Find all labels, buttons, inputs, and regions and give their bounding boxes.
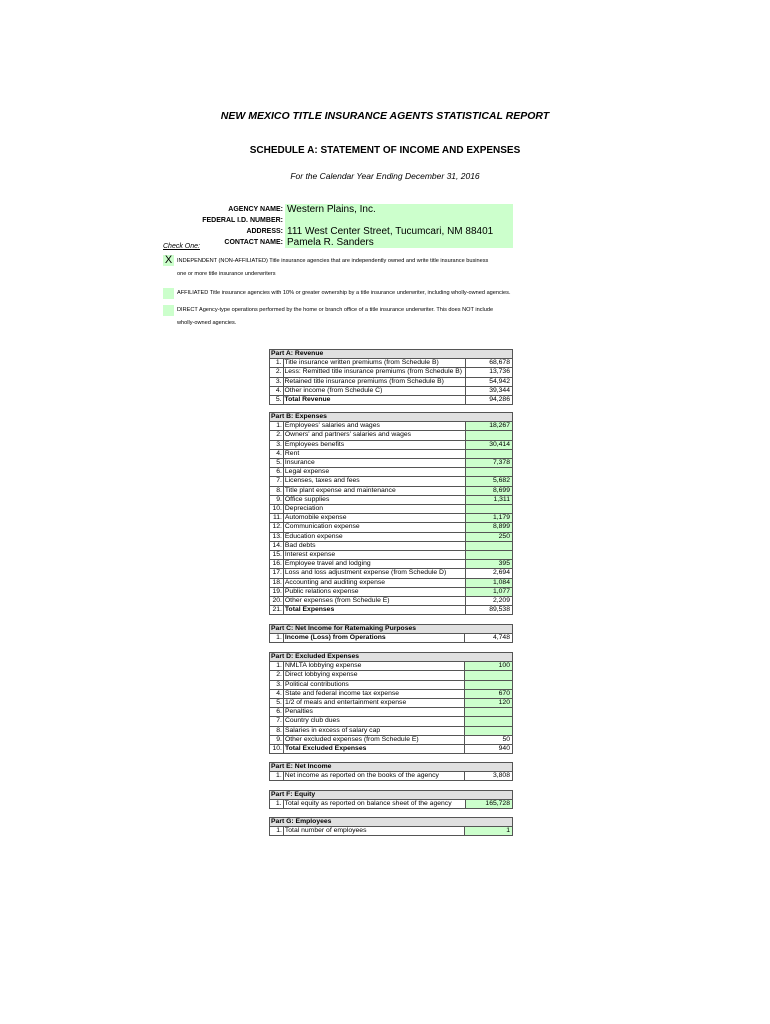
row-number: 18. (270, 578, 284, 587)
table-row (270, 431, 513, 440)
row-value[interactable] (465, 551, 512, 560)
row-description: Employees' salaries and wages (283, 422, 465, 431)
row-description: Total equity as reported on balance sheet of the agency (283, 800, 465, 809)
direct-option-text (177, 304, 522, 329)
table-row (270, 827, 513, 836)
row-number: 3. (270, 440, 284, 449)
row-value: 54,942 (466, 377, 513, 386)
row-value: 3,808 (465, 772, 513, 781)
independent-line1: INDEPENDENT (NON-AFFILIATED) Title insurance agencies that are independently owned and write title insurance business (177, 258, 489, 264)
row-description: Income (Loss) from Operations (283, 634, 464, 643)
row-number: 1. (270, 422, 284, 431)
row-value[interactable]: 165,728 (465, 800, 512, 809)
table-row (270, 726, 513, 735)
table-row (270, 377, 513, 386)
row-description: Country club dues (283, 717, 464, 726)
part-header-row (270, 350, 513, 359)
row-description: Total Revenue (283, 396, 466, 405)
table-row (270, 578, 513, 587)
row-description: Political contributions (283, 680, 464, 689)
row-number: 13. (270, 532, 284, 541)
row-number: 2. (270, 431, 284, 440)
row-number: 16. (270, 560, 284, 569)
row-number: 8. (270, 726, 284, 735)
row-number: 10. (270, 745, 284, 754)
table-row (270, 606, 513, 615)
address-field[interactable]: 111 West Center Street, Tucumcari, NM 88401 (285, 226, 513, 237)
affiliated-checkbox[interactable] (163, 288, 174, 299)
row-number: 3. (270, 680, 284, 689)
row-value[interactable]: 100 (465, 662, 513, 671)
table-row (270, 514, 513, 523)
row-value[interactable] (465, 449, 512, 458)
part-header-row (270, 818, 513, 827)
row-description: Automobile expense (283, 514, 465, 523)
row-number: 4. (270, 449, 284, 458)
row-value: 13,736 (466, 368, 513, 377)
part-title: Part C: Net Income for Ratemaking Purposes (270, 625, 513, 634)
table-row (270, 800, 513, 809)
part-table (269, 349, 513, 405)
row-description: Public relations expense (283, 587, 465, 596)
row-description: Insurance (283, 459, 465, 468)
row-description: Rent (283, 449, 465, 458)
row-description: Bad debts (283, 541, 465, 550)
row-description: Title plant expense and maintenance (283, 486, 465, 495)
contact-field[interactable]: Pamela R. Sanders (285, 237, 513, 248)
row-description: Office supplies (283, 495, 465, 504)
row-number: 6. (270, 708, 284, 717)
direct-line1: DIRECT Agency-type operations performed by the home or branch office of a title insurance underwriter. This does NOT include (177, 307, 494, 313)
row-description: Less: Remitted title insurance premiums (from Schedule B) (283, 368, 466, 377)
address-label: ADDRESS: (246, 228, 283, 235)
table-row (270, 368, 513, 377)
row-value[interactable]: 1 (464, 827, 512, 836)
part-header-row (270, 763, 513, 772)
table-row (270, 440, 513, 449)
table-row (270, 486, 513, 495)
row-description: Other excluded expenses (from Schedule E) (283, 735, 464, 744)
schedule-subtitle: SCHEDULE A: STATEMENT OF INCOME AND EXPENSES (249, 145, 521, 156)
row-description: Penalties (283, 708, 464, 717)
row-value: 4,748 (464, 634, 512, 643)
row-description: Communication expense (283, 523, 465, 532)
row-value[interactable]: 1,084 (465, 578, 512, 587)
row-description: Total Expenses (283, 606, 465, 615)
table-row (270, 359, 513, 368)
row-value[interactable]: 1,179 (465, 514, 512, 523)
row-number: 3. (270, 377, 284, 386)
row-value: 2,694 (465, 569, 512, 578)
row-number: 7. (270, 477, 284, 486)
row-description: Licenses, taxes and fees (283, 477, 465, 486)
row-value[interactable]: 670 (465, 689, 513, 698)
row-description: Retained title insurance premiums (from Schedule B) (283, 377, 466, 386)
table-row (270, 449, 513, 458)
row-value[interactable]: 30,414 (465, 440, 512, 449)
fein-field[interactable] (285, 215, 513, 226)
independent-option-text (177, 255, 522, 280)
table-row (270, 708, 513, 717)
row-value[interactable]: 18,267 (465, 422, 512, 431)
direct-checkbox[interactable] (163, 305, 174, 316)
fein-label: FEDERAL I.D. NUMBER: (202, 217, 283, 224)
row-description: Accounting and auditing expense (283, 578, 465, 587)
period-text: For the Calendar Year Ending December 31, 2016 (290, 171, 480, 181)
table-row (270, 671, 513, 680)
table-row (270, 505, 513, 514)
row-value: 2,209 (465, 597, 512, 606)
table-row (270, 569, 513, 578)
row-value[interactable] (465, 541, 512, 550)
row-value: 940 (465, 745, 513, 754)
table-row (270, 532, 513, 541)
row-value[interactable]: 395 (465, 560, 512, 569)
row-value[interactable]: 7,378 (465, 459, 512, 468)
row-value: 89,538 (465, 606, 512, 615)
row-value: 94,286 (466, 396, 513, 405)
table-row (270, 745, 513, 754)
table-row (270, 717, 513, 726)
row-value[interactable] (465, 671, 513, 680)
row-description: Total number of employees (283, 827, 464, 836)
independent-line2: one or more title insurance underwriters (177, 270, 276, 277)
row-value[interactable]: 1,077 (465, 587, 512, 596)
table-row (270, 597, 513, 606)
row-description: Other expenses (from Schedule E) (283, 597, 465, 606)
table-row (270, 634, 513, 643)
report-title: NEW MEXICO TITLE INSURANCE AGENTS STATISTICAL REPORT (220, 110, 550, 122)
part-table (269, 412, 513, 615)
table-row (270, 662, 513, 671)
table-row (270, 560, 513, 569)
row-description: Total Excluded Expenses (283, 745, 464, 754)
row-number: 1. (270, 662, 284, 671)
direct-line2: wholly-owned agencies. (177, 319, 237, 326)
row-value[interactable] (465, 680, 513, 689)
row-number: 9. (270, 735, 284, 744)
row-description: Employee travel and lodging (283, 560, 465, 569)
row-number: 1. (270, 827, 284, 836)
table-row (270, 468, 513, 477)
row-number: 6. (270, 468, 284, 477)
agency-name-label: AGENCY NAME: (228, 206, 283, 213)
part-title: Part D: Excluded Expenses (270, 653, 513, 662)
table-row (270, 680, 513, 689)
row-number: 2. (270, 671, 284, 680)
row-number: 19. (270, 587, 284, 596)
part-header-row (270, 625, 513, 634)
row-description: Legal expense (283, 468, 465, 477)
table-row (270, 772, 513, 781)
row-value[interactable] (465, 726, 513, 735)
row-value[interactable] (465, 708, 513, 717)
part-table (269, 652, 513, 754)
part-title: Part A: Revenue (270, 350, 513, 359)
row-number: 7. (270, 717, 284, 726)
row-description: Employees benefits (283, 440, 465, 449)
table-row (270, 495, 513, 504)
row-description: Title insurance written premiums (from Schedule B) (283, 359, 466, 368)
row-number: 20. (270, 597, 284, 606)
table-row (270, 541, 513, 550)
row-value: 68,678 (466, 359, 513, 368)
row-number: 1. (270, 772, 284, 781)
row-value[interactable] (465, 717, 513, 726)
table-row (270, 396, 513, 405)
row-value[interactable]: 1,311 (465, 495, 512, 504)
row-value[interactable] (465, 468, 512, 477)
independent-checkbox[interactable]: X (164, 254, 173, 266)
part-header-row (270, 413, 513, 422)
row-number: 11. (270, 514, 284, 523)
row-number: 2. (270, 368, 284, 377)
part-table (269, 762, 513, 781)
row-description: Net income as reported on the books of the agency (283, 772, 465, 781)
part-header-row (270, 653, 513, 662)
part-table (269, 790, 513, 809)
row-number: 17. (270, 569, 284, 578)
row-description: Loss and loss adjustment expense (from Schedule D) (283, 569, 465, 578)
part-title: Part B: Expenses (270, 413, 513, 422)
row-number: 5. (270, 459, 284, 468)
table-row (270, 477, 513, 486)
row-description: State and federal income tax expense (283, 689, 464, 698)
table-row (270, 587, 513, 596)
row-value[interactable]: 120 (465, 699, 513, 708)
table-row (270, 735, 513, 744)
row-description: Direct lobbying expense (283, 671, 464, 680)
row-number: 4. (270, 386, 284, 395)
part-title: Part G: Employees (270, 818, 513, 827)
row-number: 8. (270, 486, 284, 495)
row-value[interactable]: 5,682 (465, 477, 512, 486)
table-row (270, 551, 513, 560)
table-row (270, 523, 513, 532)
row-description: Depreciation (283, 505, 465, 514)
table-row (270, 689, 513, 698)
part-header-row (270, 791, 513, 800)
check-one-label: Check One: (163, 243, 200, 250)
table-row (270, 422, 513, 431)
row-value[interactable] (465, 431, 512, 440)
row-number: 5. (270, 396, 284, 405)
row-number: 9. (270, 495, 284, 504)
row-number: 5. (270, 699, 284, 708)
row-description: Owners' and partners' salaries and wages (283, 431, 465, 440)
agency-name-field[interactable]: Western Plains, Inc. (285, 204, 513, 215)
row-value[interactable]: 250 (465, 532, 512, 541)
row-value: 50 (465, 735, 513, 744)
part-title: Part E: Net Income (270, 763, 513, 772)
row-value[interactable]: 8,699 (465, 486, 512, 495)
row-number: 15. (270, 551, 284, 560)
row-description: 1/2 of meals and entertainment expense (283, 699, 464, 708)
row-number: 1. (270, 800, 284, 809)
affiliated-option-text (177, 287, 522, 300)
part-title: Part F: Equity (270, 791, 513, 800)
row-number: 1. (270, 634, 284, 643)
row-description: Other income (from Schedule C) (283, 386, 466, 395)
table-row (270, 699, 513, 708)
row-number: 4. (270, 689, 284, 698)
row-description: Salaries in excess of salary cap (283, 726, 464, 735)
row-value[interactable] (465, 505, 512, 514)
contact-label: CONTACT NAME: (224, 239, 283, 246)
row-description: NMLTA lobbying expense (283, 662, 464, 671)
row-description: Interest expense (283, 551, 465, 560)
part-table (269, 817, 513, 836)
row-number: 1. (270, 359, 284, 368)
table-row (270, 386, 513, 395)
row-value[interactable]: 8,899 (465, 523, 512, 532)
row-number: 21. (270, 606, 284, 615)
part-table (269, 624, 513, 643)
affiliated-line1: AFFILIATED Title insurance agencies with 10% or greater ownership by a title insurance underwriter, including wholly-owned agencies. (177, 290, 511, 296)
row-value: 39,344 (466, 386, 513, 395)
row-number: 12. (270, 523, 284, 532)
row-number: 10. (270, 505, 284, 514)
table-row (270, 459, 513, 468)
row-number: 14. (270, 541, 284, 550)
row-description: Education expense (283, 532, 465, 541)
